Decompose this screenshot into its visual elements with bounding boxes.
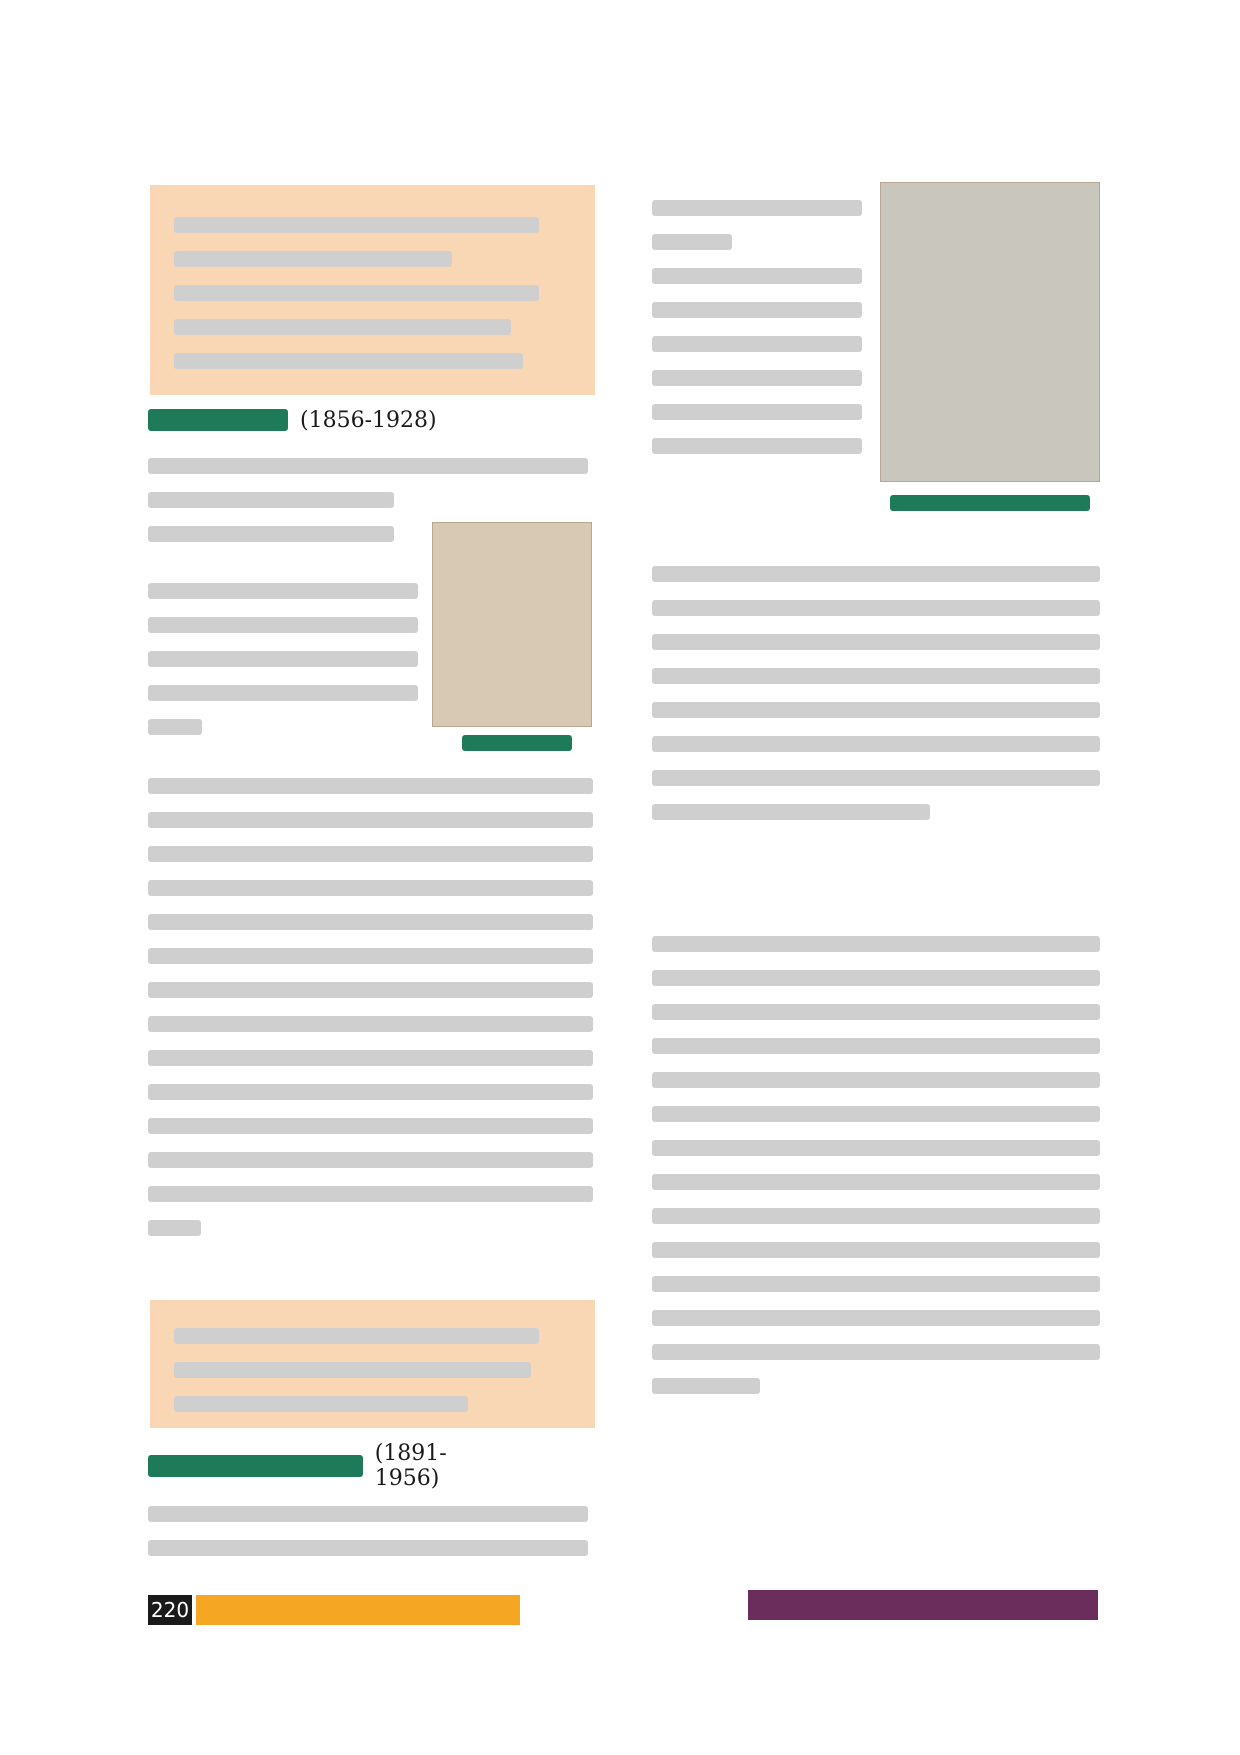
narayan-guru-caption bbox=[462, 735, 572, 751]
ambedkar-education-text bbox=[652, 918, 1100, 1558]
ambedkar-years: (1891-1956) bbox=[374, 1441, 447, 1491]
narayan-reform-text bbox=[148, 760, 593, 1300]
section-heading-ambedkar bbox=[148, 1441, 508, 1491]
question-box-top bbox=[150, 185, 595, 395]
narayan-guru-photo bbox=[432, 522, 592, 727]
page-number: 220 bbox=[148, 1595, 192, 1625]
question-box-bottom bbox=[150, 1300, 595, 1428]
ambedkar-caption bbox=[890, 495, 1090, 511]
narayan-years: (1856-1928) bbox=[300, 407, 437, 433]
ambedkar-top-text bbox=[652, 182, 862, 542]
ambedkar-photo bbox=[880, 182, 1100, 482]
ambedkar-school-text bbox=[652, 548, 1100, 898]
footer-book-title-bar bbox=[196, 1595, 520, 1625]
narayan-father-text bbox=[148, 565, 418, 745]
footer-chapter-title-bar bbox=[748, 1590, 1098, 1620]
ambedkar-intro-text bbox=[148, 1488, 588, 1568]
section-heading-narayan bbox=[148, 402, 448, 438]
narayan-intro-text bbox=[148, 440, 588, 530]
